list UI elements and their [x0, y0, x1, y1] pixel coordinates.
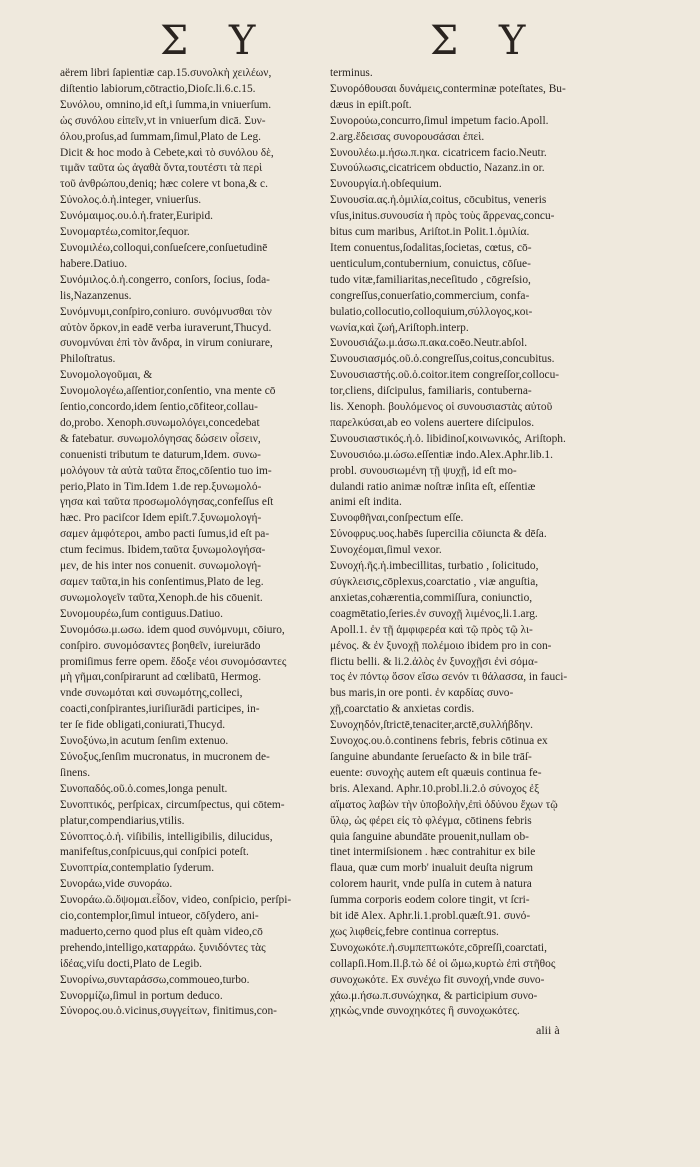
- text-line: μένος. & ἐν ξυνοχῇ πολέμοιο ibidem pro in con-: [330, 639, 552, 652]
- text-line: Σύνολος.ὁ.ἡ.integer, vniuerſus.: [60, 194, 202, 207]
- text-line: lis,Nazanzenus.: [60, 289, 132, 302]
- text-line: Συνομιλέω,colloqui,conſueſcere,conſuetudinē: [60, 241, 268, 254]
- text-line: Σύνοφρυς.υος.habēs ſupercilia cōiuncta & dēſa.: [330, 528, 547, 541]
- running-head-right: Σ Υ: [430, 18, 540, 64]
- text-line: & fatebatur. συνωμολόγησας δώσειν οἶσειν,: [60, 432, 261, 445]
- text-line: μεν, de his inter nos conuenit. συνωμολογή-: [60, 560, 262, 573]
- text-line: Συνομολογέω,aſſentior,conſentio, vna mente cō: [60, 385, 276, 398]
- text-line: Συνοχέομαι,ſimul vexor.: [330, 544, 442, 557]
- text-line: Συνοπαδός.οῦ.ὁ.comes,longa penult.: [60, 782, 228, 795]
- text-line: Συνόμνυμι,conſpiro,coniuro. συνόμνυσθαι τὸν: [60, 305, 272, 318]
- text-line: uenticulum,contubernium, conuictus, cōſue-: [330, 257, 531, 270]
- text-line: colorem haurit, vnde pulſa in cutem à natura: [330, 878, 532, 891]
- text-line: ſanguine abundante ſerueſacto & in bile trāſ-: [330, 750, 532, 763]
- text-line: ἰδέας,viſu docti,Plato de Legib.: [60, 957, 203, 970]
- right-column: [330, 66, 605, 1020]
- text-line: ſentio,concordo,idem ſentio,cōfiteor,collau-: [60, 401, 258, 414]
- text-line: συνοχωκότε. Ex συνέχω fit συνοχή,vnde συνο-: [330, 973, 545, 986]
- text-line: perio,Plato in Tim.Idem 1.de rep.ξυνωμολό-: [60, 480, 262, 493]
- text-line: lis. Xenoph. βουλόμενος οἱ συνουσιαστὰς αὐτοῦ: [330, 401, 553, 414]
- text-line: χάω.μ.ήσω.π.συνώχηκα, & participium συνο-: [330, 989, 538, 1002]
- text-line: Συνομολογοῦμαι, &: [60, 369, 153, 382]
- text-line: cio,contemplor,ſimul intueor, cōſydero, ani-: [60, 910, 259, 923]
- text-line: Συνουσιόω.μ.ώσω.eſſentiæ indo.Alex.Aphr.lib.1.: [330, 448, 553, 461]
- text-line: habere.Datiuo.: [60, 257, 128, 270]
- text-line: σαμεν ταῦτα,in his conſentimus,Plato de leg.: [60, 576, 264, 588]
- text-line: Συνοχωκότε.ἡ.συμπεπτωκότε,cōpreſſi,coarctati,: [330, 941, 547, 954]
- text-line: Σύνορος.ου.ὁ.vicinus,συγγείτων, finitimus,con-: [60, 1005, 277, 1018]
- text-line: flictu belli. & li.2.ἀλὸς ἐν ξυνοχῇσι ἐνὶ σόμα-: [330, 655, 538, 668]
- text-line: συνωμολογεῖν ταῦτα,Xenoph.de his cōuenit.: [60, 591, 263, 604]
- text-line: τιμᾶν ταῦτα ὡς ἀγαθὰ ὄντα,τουτέστι τὰ περὶ: [60, 162, 263, 175]
- text-line: Dicit & hoc modo à Cebete,καὶ τὸ συνόλου δὲ,: [60, 146, 274, 159]
- text-line: τος ἐν πόντῳ ὅσον εἴσω σενόν τι θάλασσα, in fauci-: [330, 671, 568, 684]
- text-line: συνομνύναι ἐπὶ τὸν ἄνδρα, in virum coniurare,: [60, 337, 273, 350]
- text-line: Συνόμιλος.ὁ.ἡ.congerro, conſors, ſocius, ſoda-: [60, 273, 270, 286]
- text-line: aërem libri ſapientiæ cap.15.συνολκὴ χειλέων,: [60, 67, 272, 79]
- text-line: Συνόλου, omnino,id eſt,i ſumma,in vniuerſum.: [60, 98, 272, 111]
- text-line: collapſi.Hom.Il.β.τὼ δέ οἱ ὤμω,κυρτὼ ἐπὶ στῆθος: [330, 957, 556, 970]
- text-line: χηκὼς,vnde συνοχηκότες ἢ συνοχωκότες.: [330, 1005, 520, 1018]
- text-line: σαμεν ἀμφότεροι, ambo pacti ſumus,id eſt pa-: [60, 528, 270, 541]
- text-line: do,probo. Xenoph.συνωμολόγει,concedebat: [60, 416, 260, 429]
- text-line: vnde συνωμόται καὶ συνωμότης,colleci,: [60, 687, 243, 700]
- text-line: Apoll.1. ἐν τῇ ἀμφιφερέα καὶ τῷ πρὸς τῷ λι-: [330, 623, 533, 636]
- text-line: diſtentio labiorum,cōtractio,Dioſc.li.6.c.15.: [60, 82, 256, 95]
- text-line: 2.arg.ἔδεισας συνορουσάσαι ἐπεὶ.: [330, 130, 485, 143]
- text-line: bit idē Alex. Aphr.li.1.probl.quæſt.91. συνό-: [330, 910, 531, 923]
- text-line: παρελκύσαι,ab eo volens auertere diſcipulos.: [330, 416, 535, 429]
- text-line: τοῦ ἀνθρώπου,deniq; hæc colere vt bona,& c.: [60, 178, 268, 191]
- text-line: χῇ,coarctatio & anxietas cordis.: [330, 703, 475, 716]
- text-line: bulatio,collocutio,colloquium,σύλλογος,κοι-: [330, 305, 533, 318]
- text-line: bus maris,in ore ponti. ἐν καρδίας συνο-: [330, 687, 514, 700]
- text-line: Philoſtratus.: [60, 353, 116, 366]
- text-line: promiſimus ferre opem. ἔδοξε νέοι συνομόσαντες: [60, 655, 287, 668]
- text-line: Συνόμαιμος.ου.ὁ.ἡ.frater,Euripid.: [60, 210, 214, 223]
- text-line: ctum fecimus. Ibidem,ταῦτα ξυνωμολογήσα-: [60, 544, 266, 557]
- text-line: bris. Alexand. Aphr.10.probl.li.2.ὁ σύνοχος ἐξ: [330, 782, 540, 795]
- text-line: tor,cliens, diſcipulus, familiaris, contuberna-: [330, 385, 532, 398]
- text-line: σύγκλεισις,cōplexus,coarctatio , viæ anguſtia,: [330, 576, 539, 588]
- text-line: Συνοξύνω,in acutum ſenſim extenuo.: [60, 735, 229, 748]
- text-line: όλου,proſus,ad ſummam,ſimul,Plato de Leg.: [60, 130, 261, 143]
- text-line: ὡς συνόλου εἰπεῖν,vt in vniuerſum dicā. Συν-: [60, 114, 266, 127]
- text-line: μολόγουν τὰ αὐτὰ ταῦτα ἔπος,cōſentio tuo im-: [60, 464, 272, 477]
- text-line: Σύνοπτος.ὁ.ἡ. viſibilis, intelligibilis, dilucidus,: [60, 830, 273, 843]
- text-line: prehendo,intelligo,καταρράω. ξυνιδόντες τὰς: [60, 941, 266, 954]
- text-line: αἵματος λαβὼν τὴν ὑποβολὴν,ἐπὶ ὀδύνου ἔχων τῷ: [330, 798, 558, 811]
- text-line: animi eſt indita.: [330, 496, 402, 509]
- text-line: Συνούλωσις,cicatricem obductio, Nazanz.in or.: [330, 162, 545, 175]
- text-line: Συνομαρτέω,comitor,ſequor.: [60, 226, 190, 239]
- text-line: hæc. Pro paciſcor Idem epiſt.7.ξυνωμολογή-: [60, 512, 262, 525]
- text-line: Συνοφθῆναι,conſpectum eſſe.: [330, 512, 464, 525]
- text-line: γησα καὶ ταῦτα προσωμολόγησας,confeſſus eſt: [60, 496, 274, 509]
- text-line: Συνοχή.ῆς.ἡ.imbecillitas, turbatio , ſolicitudo,: [330, 560, 539, 573]
- text-line: Συνουργία.ἡ.obſequium.: [330, 178, 442, 191]
- text-line: Συνουσία.ας.ἡ.ὁμιλία,coitus, cōcubitus, veneris: [330, 194, 547, 207]
- text-line: Συνοράω,vide συνοράω.: [60, 878, 173, 891]
- text-line: Συνομουρέω,ſum contiguus.Datiuo.: [60, 607, 223, 620]
- text-line: Συνορμίζω,ſimul in portum deduco.: [60, 989, 223, 1002]
- text-line: Item conuentus,ſodalitas,ſocietas, cœtus, cō-: [330, 241, 532, 254]
- text-line: congreſſus,conuerſatio,commercium, confa-: [330, 289, 530, 302]
- text-line: Συνοπτρία,contemplatio ſyderum.: [60, 862, 215, 875]
- text-line: Συνορόθουσαι δυνάμεις,conterminæ poteſtates, Bu-: [330, 82, 566, 95]
- text-line: probl. συνουσιωμένη τῇ ψυχῇ, id eſt mo-: [330, 464, 517, 477]
- left-column: [60, 66, 335, 1020]
- text-line: ὕλῳ, ὡς φέρει εἰς τὸ φλέγμα, cōtinens febris: [330, 814, 532, 827]
- text-line: euente: συνοχὴς autem eſt quæuis continua fe-: [330, 766, 542, 779]
- text-line: dulandi ratio animæ noſtræ inſita eſt, eſſentiæ: [330, 480, 536, 493]
- text-line: Συνορίνω,συνταράσσω,commoueo,turbo.: [60, 973, 250, 986]
- text-line: platur,compendiarius,vtilis.: [60, 814, 185, 827]
- running-head-left: Σ Υ: [160, 18, 270, 64]
- text-line: quia ſanguine abundāte prouenit,nullam ob-: [330, 830, 529, 843]
- text-line: terminus.: [330, 67, 373, 79]
- text-line: Συνουσιαστικός.ἡ.ὁ. libidinoſ,κοινωνικός, Ariſtoph.: [330, 432, 566, 445]
- text-line: coagmētatio,ſeries.ἐν συνοχῇ λιμένος,li.1.arg.: [330, 607, 538, 620]
- text-line: χως λιφθείς,febre continua correptus.: [330, 925, 499, 938]
- text-line: coacti,conſpirantes,iuriſiurādi participes, in-: [60, 703, 260, 716]
- text-line: Σύνοξυς,ſenſim mucronatus, in mucronem de-: [60, 750, 270, 763]
- text-line: ſinens.: [60, 766, 91, 779]
- text-line: αὐτὸν ὅρκον,in eadē verba iuraverunt,Thucyd.: [60, 321, 272, 334]
- text-line: μὴ γῆμαι,conſpirarunt ad cœlibatū, Hermog.: [60, 671, 262, 684]
- text-line: Συνουσιασμός.οῦ.ὁ.congreſſus,coitus,concubitus.: [330, 353, 555, 366]
- text-line: bitus cum maribus, Ariſtot.in Polit.1.ὁμιλία.: [330, 226, 530, 239]
- text-line: anxietas,cohærentia,commiſſura, coniunctio,: [330, 591, 533, 604]
- text-line: Συνουσιαστής.οῦ.ὁ.coitor.item congreſſor,collocu-: [330, 369, 560, 382]
- text-line: Συνοπτικός, perſpicax, circumſpectus, qui cōtem-: [60, 798, 285, 811]
- text-line: νωνία,καὶ ζωή,Ariſtoph.interp.: [330, 321, 469, 334]
- text-line: Συνουσιάζω.μ.άσω.π.ακα.coēo.Neutr.abſol.: [330, 337, 528, 350]
- text-line: flaua, quæ cum morb' inualuit deuſta nigrum: [330, 862, 533, 875]
- text-line: manifeſtus,conſpicuus,qui conſpici poteſt.: [60, 846, 249, 859]
- text-line: conſpiro. συνομόσαντες βοηθεῖν, iureiurādo: [60, 639, 261, 652]
- text-line: Συνορούω,concurro,ſimul impetum facio.Apoll.: [330, 114, 549, 127]
- text-line: vſus,initus.συνουσία ἡ πρὸς τοὺς ἄρρενας,concu-: [330, 210, 555, 223]
- text-line: Συνομόσω.μ.ωσω. idem quod συνόμνυμι, cōiuro,: [60, 623, 285, 636]
- text-line: maduerto,cerno quod plus eſt quàm video,cō: [60, 925, 263, 938]
- catchword: alii à: [536, 1023, 560, 1037]
- text-line: ter ſe fide obligati,coniurati,Thucyd.: [60, 719, 226, 732]
- text-line: ſumma corporis eodem colore tingit, vt ſcri-: [330, 894, 530, 907]
- text-line: Συνοχος.ου.ὁ.continens febris, febris cōtinua ex: [330, 735, 548, 748]
- text-line: conuenisti tributum te daturum,Idem. συνω-: [60, 448, 261, 461]
- text-line: dæus in epiſt.poſt.: [330, 98, 412, 111]
- text-line: Συνοχηδόν,ſtrictē,tenaciter,arctē,συλλήβδην.: [330, 719, 533, 732]
- text-line: tudo vitæ,familiaritas,neceſitudo , cōgreſsio,: [330, 273, 531, 286]
- text-line: Συνουλέω.μ.ήσω.π.ηκα. cicatricem facio.Neutr.: [330, 146, 547, 159]
- text-line: Συνοράω.ῶ.ὄψομαι.εἶδον, video, conſpicio, perſpi-: [60, 894, 292, 907]
- text-line: tinet intermiſsionem . hæc contrahitur ex bile: [330, 846, 536, 859]
